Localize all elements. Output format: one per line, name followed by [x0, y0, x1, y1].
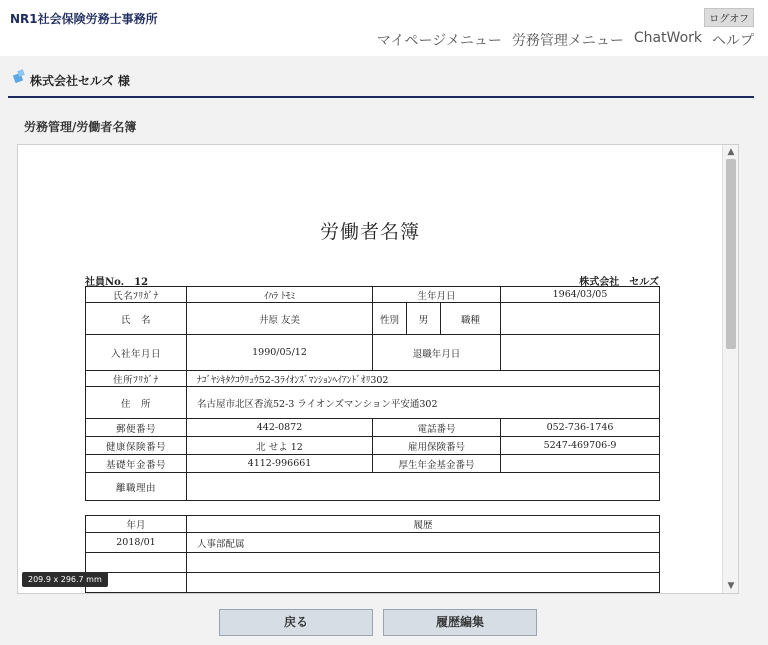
- history-text: [187, 593, 660, 595]
- job-type-value: [501, 303, 660, 335]
- health-insurance-value: 北 せよ 12: [187, 437, 373, 455]
- address-kana-value: ﾅｺﾞﾔｼｷﾀｸｺｳﾘｭｳ52-3ﾗｲｵﾝｽﾞﾏﾝｼｮﾝﾍｲｱﾝﾄﾞｵﾘ302: [187, 371, 660, 387]
- table-row: [86, 573, 660, 593]
- back-button[interactable]: 戻る: [219, 609, 373, 636]
- phone-value: 052-736-1746: [501, 419, 660, 437]
- logout-button[interactable]: ログオフ: [704, 8, 754, 27]
- nav-help[interactable]: ヘルプ: [712, 33, 754, 49]
- history-date: 2018/01: [86, 533, 187, 553]
- employee-info-table: [85, 286, 660, 501]
- main-nav: [377, 30, 754, 50]
- nav-chatwork[interactable]: ChatWork: [633, 30, 702, 46]
- table-row: [86, 533, 660, 553]
- document-company: 株式会社 セルズ: [579, 277, 659, 288]
- address-kana-label: 住所ﾌﾘｶﾞﾅ: [86, 371, 187, 387]
- retire-reason-value: [187, 473, 660, 501]
- history-text: 人事部配属: [187, 533, 660, 553]
- table-row: [86, 553, 660, 573]
- history-text: [187, 573, 660, 593]
- postal-code-value: 442-0872: [187, 419, 373, 437]
- history-date-header: 年月: [86, 516, 187, 533]
- employment-insurance-label: 雇用保険番号: [373, 437, 501, 455]
- name-kana-label: 氏名ﾌﾘｶﾞﾅ: [86, 287, 187, 303]
- document-title: 労働者名簿: [319, 221, 420, 243]
- history-date: [86, 553, 187, 573]
- hire-date-label: 入社年月日: [86, 335, 187, 371]
- company-bar: [8, 62, 754, 98]
- address-label: 住 所: [86, 387, 187, 419]
- hire-date-value: 1990/05/12: [187, 335, 373, 371]
- scroll-down-icon[interactable]: ▼: [727, 581, 735, 591]
- history-text-header: 履歴: [187, 516, 660, 533]
- job-type-label: 職種: [441, 303, 501, 335]
- table-row: [86, 593, 660, 595]
- brand-name: NR1社会保険労務士事務所: [10, 12, 158, 26]
- postal-code-label: 郵便番号: [86, 419, 187, 437]
- name-label: 氏 名: [86, 303, 187, 335]
- company-name: 株式会社セルズ 様: [30, 74, 130, 88]
- retire-date-value: [501, 335, 660, 371]
- gender-label: 性別: [373, 303, 407, 335]
- name-value: 井原 友美: [187, 303, 373, 335]
- pension-no-value: 4112-996661: [187, 455, 373, 473]
- document-viewer[interactable]: [17, 144, 739, 594]
- nav-mypage-menu[interactable]: マイページメニュー: [376, 33, 502, 49]
- history-text: [187, 553, 660, 573]
- employment-insurance-value: 5247-469706-9: [501, 437, 660, 455]
- name-kana-value: ｲﾊﾗ ﾄﾓﾐ: [187, 287, 373, 303]
- page-size-badge: 209.9 x 296.7 mm: [22, 572, 108, 587]
- building-icon: [12, 69, 26, 83]
- page-title: 労務管理/労働者名簿: [24, 120, 137, 134]
- birth-date-value: 1964/03/05: [501, 287, 660, 303]
- pension-fund-label: 厚生年金基金番号: [373, 455, 501, 473]
- retire-reason-label: 離職理由: [86, 473, 187, 501]
- header: [0, 0, 768, 56]
- pension-no-label: 基礎年金番号: [86, 455, 187, 473]
- document-page: [18, 145, 722, 594]
- scroll-thumb[interactable]: [726, 159, 736, 349]
- history-table: [85, 515, 660, 594]
- nav-labor-menu[interactable]: 労務管理メニュー: [511, 33, 624, 49]
- history-edit-button[interactable]: 履歴編集: [383, 609, 537, 636]
- address-value: 名古屋市北区香流52-3 ライオンズマンション平安通302: [187, 387, 660, 419]
- scroll-up-icon[interactable]: ▲: [727, 147, 735, 157]
- pension-fund-value: [501, 455, 660, 473]
- employee-number: 社員No. 12: [85, 277, 149, 288]
- scrollbar[interactable]: [722, 145, 738, 593]
- history-date: [86, 593, 187, 595]
- birth-date-label: 生年月日: [373, 287, 501, 303]
- phone-label: 電話番号: [373, 419, 501, 437]
- health-insurance-label: 健康保険番号: [86, 437, 187, 455]
- retire-date-label: 退職年月日: [373, 335, 501, 371]
- gender-value: 男: [407, 303, 441, 335]
